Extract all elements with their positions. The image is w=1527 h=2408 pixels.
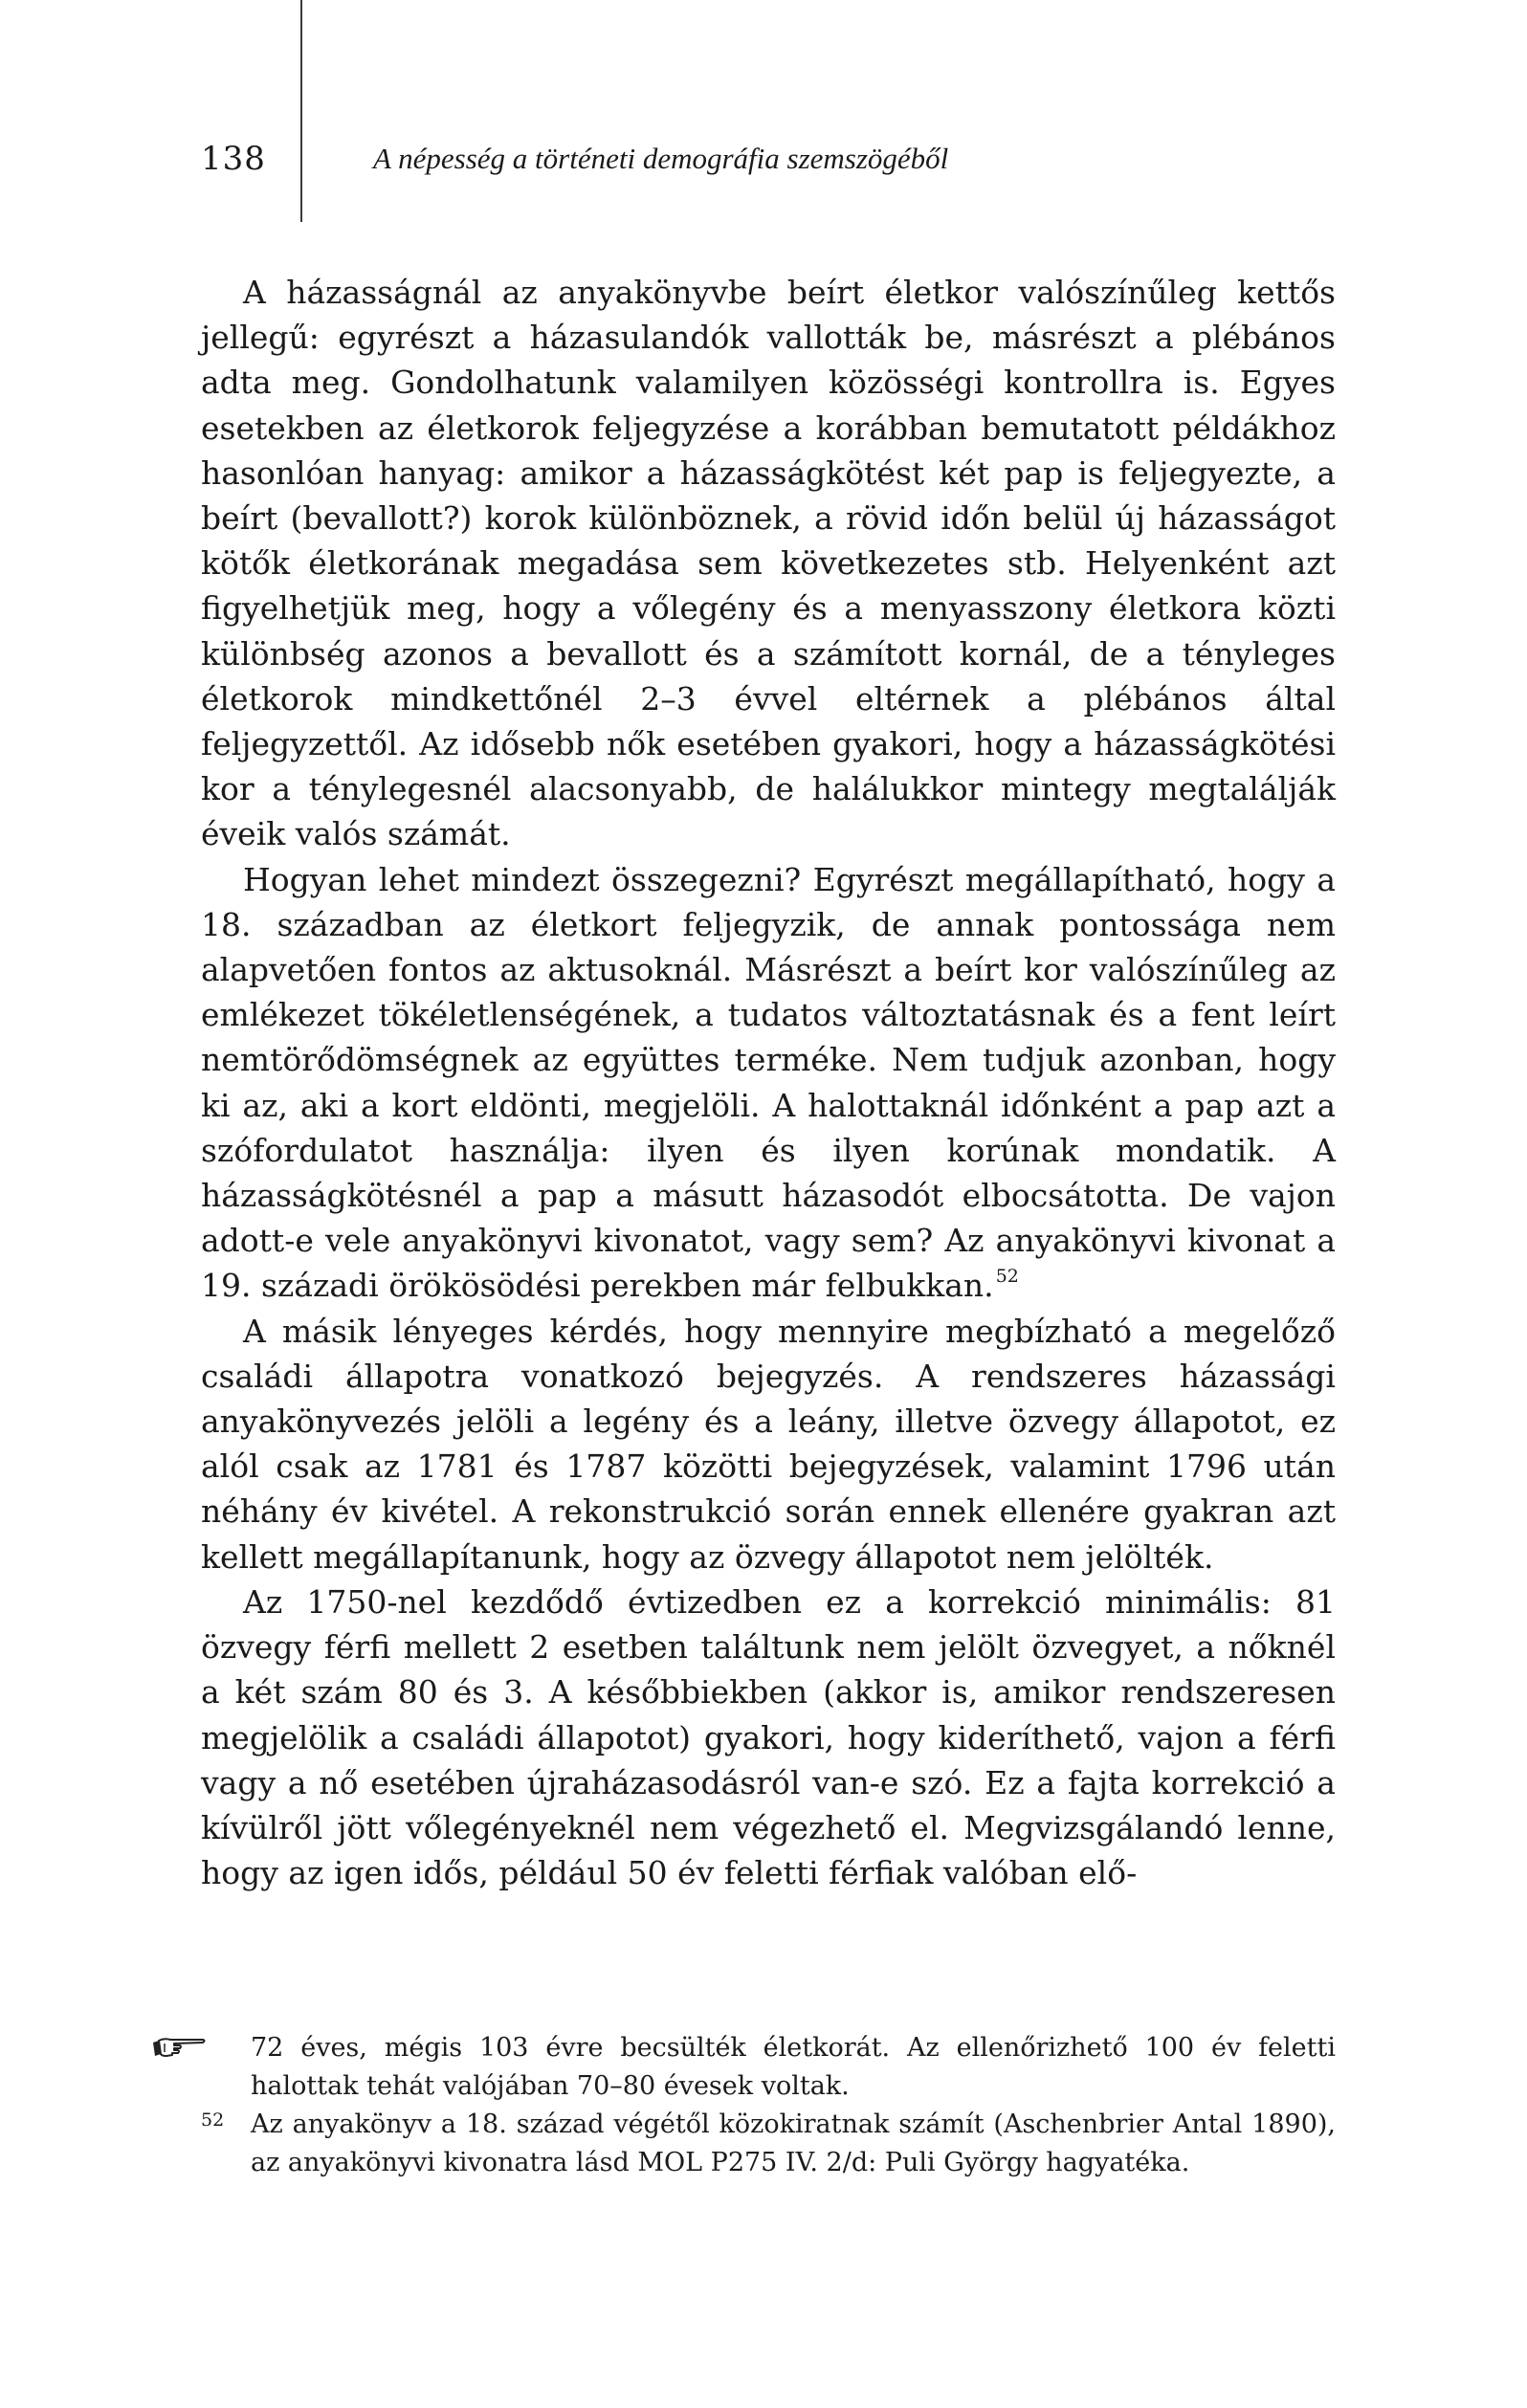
footnote-52 bbox=[201, 2106, 1336, 2182]
header-rule bbox=[300, 0, 302, 222]
paragraph-with-footnote bbox=[201, 857, 1336, 1309]
footnote-continued bbox=[201, 2029, 1336, 2106]
main-text bbox=[201, 270, 1336, 1895]
footnote-marker: 52 bbox=[201, 2110, 225, 2131]
running-title: A népesség a történeti demográfia szemszögéből bbox=[373, 142, 949, 175]
paragraph: A házasságnál az anyakönyvbe beírt életkor valószínűleg kettős jellegű: egyrészt a házasulandók vallották be, másrészt a plébános adta meg. Gondolhatunk valamilyen közösségi kontrollra is. Egyes esetekben az életkorok feljegyzése a korábban bemutatott példákhoz hasonlóan hanyag: amikor a házasságkötést két pap is feljegyezte, a beírt (bevallott?) korok különböznek, a rövid időn belül új házasságot kötők életkorának megadása sem következetes stb. Helyenként azt figyelhetjük meg, hogy a vőlegény és a menyasszony életkora közti különbség azonos a bevallott és a számított kornál, de a tényleges életkorok mindkettőnél 2–3 évvel eltérnek a plébános által feljegyzettől. Az idősebb nők esetében gyakori, hogy a házasságkötési kor a ténylegesnél alacsonyabb, de halálukkor mintegy megtalálják éveik valós számát. bbox=[201, 274, 1336, 853]
footnote-text: Az anyakönyv a 18. század végétől közokiratnak számít (Aschenbrier Antal 1890), az anyakönyvi kivonatra lásd MOL P275 IV. 2/d: Puli György hagyatéka. bbox=[251, 2110, 1336, 2177]
paragraph: A másik lényeges kérdés, hogy mennyire megbízható a megelőző családi állapotra vonatkozó bejegyzés. A rendszeres házassági anyakönyvezés jelöli a legény és a leány, illetve özvegy állapotot, ez alól csak az 1781 és 1787 közötti bejegyzések, valamint 1796 után néhány év kivétel. A rekonstrukció során ennek ellenére gyakran azt kellett megállapítanunk, hogy az özvegy állapotot nem jelölték. bbox=[201, 1312, 1336, 1576]
page-number: 138 bbox=[201, 140, 266, 178]
footnotes bbox=[201, 2029, 1336, 2182]
paragraph: Az 1750-nel kezdődő évtizedben ez a korrekció minimális: 81 özvegy férfi mellett 2 esetben találtunk nem jelölt özvegyet, a nőknél a két szám 80 és 3. A későbbiekben (akkor is, amikor rendszeresen megjelölik a családi állapotot) gyakori, hogy kideríthető, vajon a férfi vagy a nő esetében újraházasodásról van-e szó. Ez a fajta korrekció a kívülről jött vőlegényeknél nem végezhető el. Megvizsgálandó lenne, hogy az igen idős, például 50 év feletti férfiak valóban elő- bbox=[201, 1582, 1336, 1892]
pointing-hand-icon bbox=[151, 2035, 207, 2060]
footnote-reference: 52 bbox=[995, 1266, 1019, 1288]
footnote-text: 72 éves, mégis 103 évre becsülték életkorát. Az ellenőrizhető 100 év feletti halottak tehát valójában 70–80 évesek voltak. bbox=[251, 2033, 1336, 2101]
paragraph-text: Hogyan lehet mindezt összegezni? Egyrészt megállapítható, hogy a 18. században az életkort feljegyzik, de annak pontossága nem alapvetően fontos az aktusoknál. Másrészt a beírt kor valószínűleg az emlékezet tökéletlenségének, a tudatos változtatásnak és a fent leírt nemtörődömségnek az együttes terméke. Nem tudjuk azonban, hogy ki az, aki a kort eldönti, megjelöli. A halottaknál időnként a pap azt a szófordulatot használja: ilyen és ilyen korúnak mondatik. A házasságkötésnél a pap a másutt házasodót elbocsátotta. De vajon adott-e vele anyakönyvi kivonatot, vagy sem? Az anyakönyvi kivonat a 19. századi örökösödési perekben már felbukkan. bbox=[201, 860, 1336, 1305]
